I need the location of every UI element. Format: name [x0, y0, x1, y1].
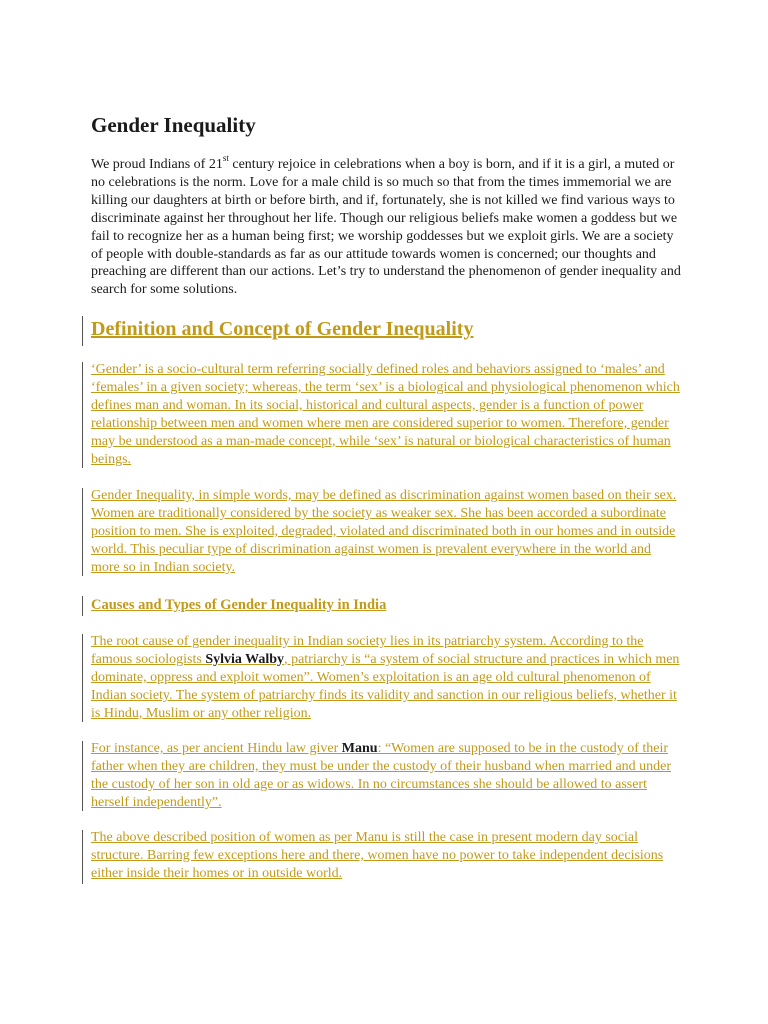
heading-change-bar — [82, 316, 83, 346]
sociologist-name: Sylvia Walby — [205, 651, 285, 667]
intro-text-rest: century rejoice in celebrations when a boy is born, and if it is a girl, a muted or no celebrations is the norm. Love for a male child is so much so that from the times immemorial we are killing our daughters at birth or before birth, and if, fortunately, she is not killed we find various ways to discriminate against her throughout her life. Though our religious beliefs make women a goddess but we fail to recognize her as a human being first; we worship goddesses but we exploit girls. We are a society of people with double-standards as far as our attitude towards women is concerned; our thoughts and preaching are different than our actions. Let’s try to understand the phenomenon of gender inequality and search for some solutions. — [91, 157, 681, 298]
link-paragraph-present-position[interactable]: The above described position of women as per Manu is still the case in present modern day social structure. Barring few exceptions here and there, women have no power to take independent decisions either inside their homes or in outside world. — [91, 830, 664, 881]
manu-text-rest: : “Women are supposed to be in the custody of their father when they are children, they must be under the custody of their husband when married and under the custody of her son in old age or as widows. In no circumstances she should be allowed to assert herself independently”. — [91, 741, 672, 810]
link-paragraph-gender-inequality[interactable]: Gender Inequality, in simple words, may be defined as discrimination against women based on their sex. Women are traditionally considered by the society as weaker sex. She has been accorded a subordinate position to men. She is exploited, degraded, violated and discriminated both in our homes and in outside world. This peculiar type of discrimination against women is prevalent everywhere in the world and more so in Indian society. — [91, 488, 677, 575]
link-paragraph-patriarchy[interactable] — [91, 633, 681, 723]
document-title: Gender Inequality — [91, 113, 256, 137]
law-giver-name: Manu — [341, 741, 378, 756]
paragraph-change-bar — [82, 488, 83, 576]
link-paragraph-manu-quote[interactable] — [91, 740, 681, 812]
patriarchy-text-rest: , patriarchy is “a system of social structure and practices in which men dominate, oppress and exploit women”. Women’s exploitation is an age old cultural phenomenon of Indian society. The system of patriarchy finds its validity and sanction in our religious beliefs, whether it is Hindu, Muslim or any other religion. — [91, 651, 680, 721]
intro-text-start: We proud Indians of 21 — [91, 157, 223, 172]
patriarchy-text-start: The root cause of gender inequality in Indian society lies in its patriarchy system. According to the famous sociologists — [91, 634, 644, 667]
link-paragraph-gender-definition[interactable]: ‘Gender’ is a socio-cultural term referring socially defined roles and behaviors assigned to ‘males’ and ‘females’ in a given society; whereas, the term ‘sex’ is a biological and physiological phenomenon which defines man and woman. In its social, historical and cultural aspects, gender is a function of power relationship between men and women where men are considered superior to women. Therefore, gender may be understood as a man-made concept, while ‘sex’ is natural or biological characteristics of human beings. — [91, 362, 680, 467]
section-heading-definition[interactable]: Definition and Concept of Gender Inequality — [91, 318, 474, 340]
paragraph-change-bar — [82, 634, 83, 722]
paragraph-change-bar — [82, 830, 83, 884]
manu-text-start: For instance, as per ancient Hindu law giver — [91, 741, 342, 756]
section-heading-causes[interactable]: Causes and Types of Gender Inequality in India — [91, 597, 387, 613]
paragraph-change-bar — [82, 741, 83, 811]
intro-paragraph — [91, 153, 681, 299]
paragraph-change-bar — [82, 362, 83, 468]
intro-superscript: st — [222, 153, 229, 164]
heading-change-bar — [82, 596, 83, 616]
